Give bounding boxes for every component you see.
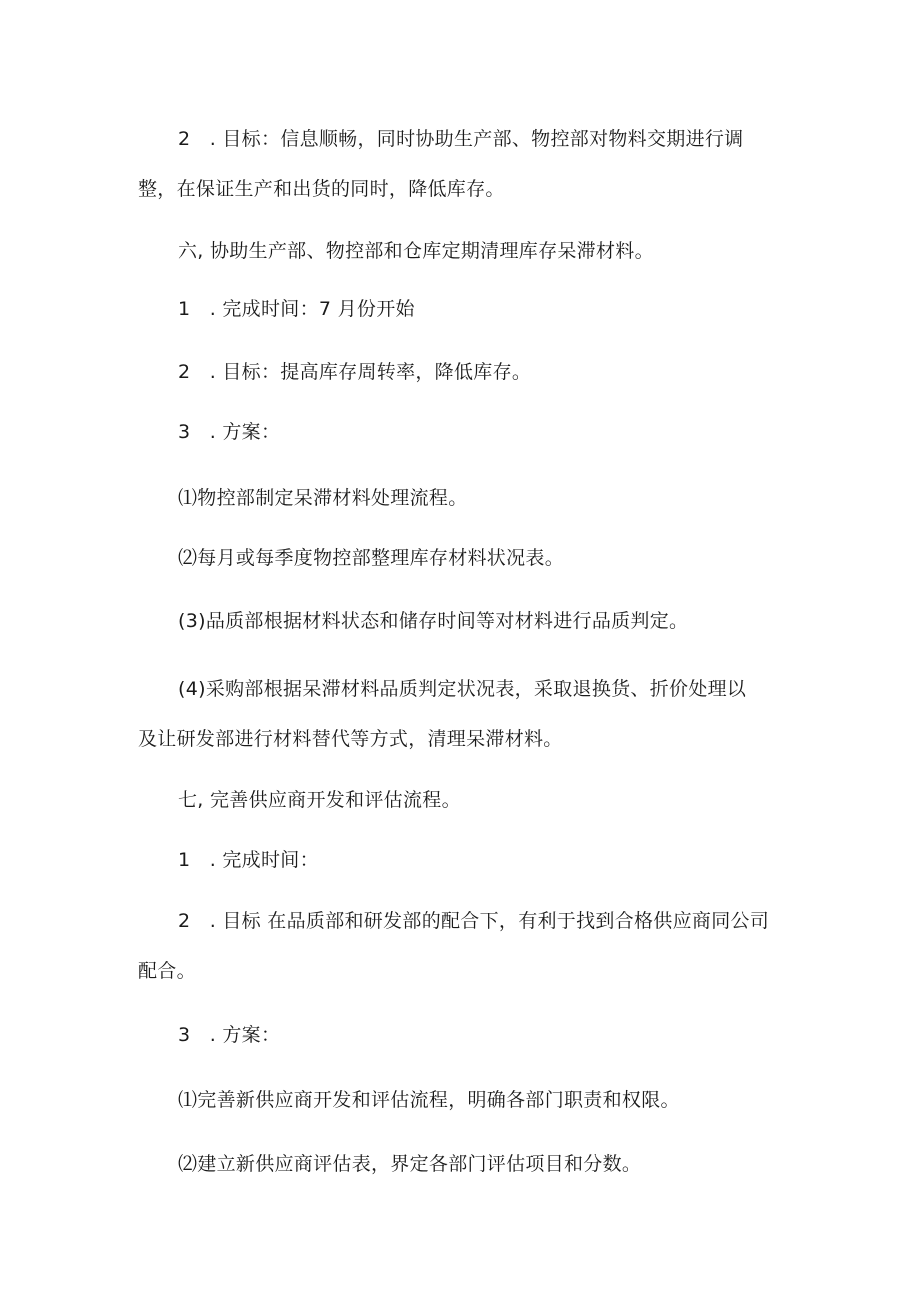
text-line: ⑵建立新供应商评估表，界定各部门评估项目和分数。 (178, 1153, 642, 1175)
plan-item-supplier-1 (138, 1075, 788, 1125)
text-line: 六, 协助生产部、物控部和仓库定期清理库存呆滞材料。 (178, 240, 654, 262)
paragraph-goal-supplier (138, 896, 788, 996)
text-line: 2 . 目标：信息顺畅，同时协助生产部、物控部对物料交期进行调 (178, 128, 744, 150)
text-line: 整，在保证生产和出货的同时，降低库存。 (138, 178, 505, 200)
text-line: 及让研发部进行材料替代等方式，清理呆滞材料。 (138, 728, 563, 750)
paragraph-goal-turnover (138, 347, 788, 397)
text-line: 3 . 方案： (178, 1024, 281, 1046)
text-line: ⑴完善新供应商开发和评估流程，明确各部门职责和权限。 (178, 1089, 680, 1111)
paragraph-plan-label-2 (138, 1010, 788, 1060)
text-line: ⑵每月或每季度物控部整理库存材料状况表。 (178, 547, 565, 569)
plan-item-1 (138, 473, 788, 523)
text-line: ⑴物控部制定呆滞材料处理流程。 (178, 487, 468, 509)
plan-item-2 (138, 533, 788, 583)
text-line: 2 . 目标 在品质部和研发部的配合下，有利于找到合格供应商同公司 (178, 910, 770, 932)
text-line: 3 . 方案： (178, 421, 281, 443)
plan-item-supplier-2 (138, 1139, 788, 1189)
paragraph-goal-info-flow (138, 114, 788, 214)
text-line: 配合。 (138, 960, 196, 982)
section-heading-seven (138, 775, 788, 825)
text-line: 2 . 目标：提高库存周转率，降低库存。 (178, 361, 532, 383)
section-heading-six (138, 226, 788, 276)
plan-item-4 (138, 664, 788, 764)
text-line: 1 . 完成时间：7 月份开始 (178, 298, 415, 320)
paragraph-completion-time-2 (138, 835, 788, 885)
text-line: (3)品质部根据材料状态和储存时间等对材料进行品质判定。 (178, 610, 689, 632)
text-line: 1 . 完成时间： (178, 849, 319, 871)
text-line: 七, 完善供应商开发和评估流程。 (178, 789, 461, 811)
text-line: (4)采购部根据呆滞材料品质判定状况表，采取退换货、折价处理以 (178, 678, 747, 700)
plan-item-3 (138, 596, 788, 646)
paragraph-plan-label (138, 407, 788, 457)
paragraph-completion-time (138, 284, 788, 334)
